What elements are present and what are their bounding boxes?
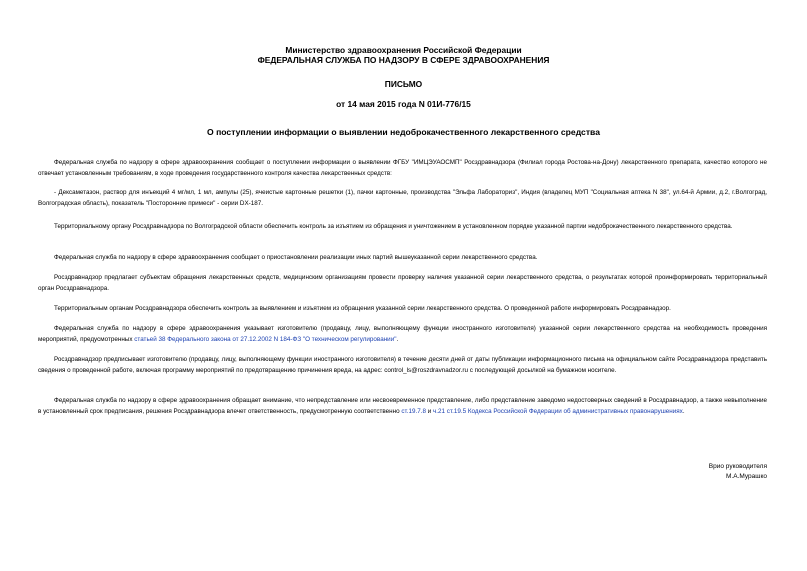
paragraph-2: - Дексаметазон, раствор для инъекций 4 мг/мл, 1 мл, ампулы (25), ячеистые картонные решетки (1), пачки картонные, производства "Эльфа Лабораториз", Индия (владелец МУП "Социальная аптека N 38", ул.64-й Армии, д.2, г.Волгоград, Волгоградская область), показатель "Посторонние примеси" - серии DX-187. [38,189,767,207]
paragraph-5: Росздравнадзор предлагает субъектам обращения лекарственных средств, медицинским организациям провести проверку наличия указанной серии лекарственного средства, о результатах которой проинформировать территориальный орган Росздравнадзора. [38,274,767,292]
paragraph-1: Федеральная служба по надзору в сфере здравоохранения сообщает о поступлении информации о выявлении ФГБУ "ИМЦЭУАОСМП" Росздравнадзора (Филиал города Ростова-на-Дону) лекарственного препарата, качество которого не отвечает установленным требованиям, в ходе проведения государственного контроля качества лекарственных средств: [38,159,767,177]
paragraph-9-mid: и [425,407,434,415]
paragraph-9 [38,396,767,417]
document-type: ПИСЬМО [384,79,423,89]
paragraph-7-text: Федеральная служба по надзору в сфере здравоохранения указывает изготовителю (продавцу, лицу, выполняющему функции иностранного изготовителя) указанной серии лекарственного средства на необходимость проведения мероприятий, предусмотренных [38,325,767,343]
paragraph-4: Федеральная служба по надзору в сфере здравоохранения сообщает о приостановлении реализации иных партий вышеуказанной серии лекарственного средства. [54,254,538,261]
law-article-38-link[interactable]: статьей 38 Федерального закона от 27.12.2002 N 184-ФЗ "О техническом регулировании" [134,335,397,343]
paragraph-6: Территориальным органам Росздравнадзора обеспечить контроль за выявлением и изъятием из обращения указанной серии лекарственного средства. О проведенной работе информировать Росздравнадзор. [54,305,671,312]
paragraph-3: Территориальному органу Росздравнадзора по Волгоградской области обеспечить контроль за изъятием из обращения и уничтожением в установленном порядке указанной партии недоброкачественного лекарственного средства. [54,223,733,230]
document-subject: О поступлении информации о выявлении недоброкачественного лекарственного средства [207,127,600,137]
paragraph-8: Росздравнадзор предписывает изготовителю (продавцу, лицу, выполняющему функции иностранного изготовителя) в течение десяти дней от даты публикации информационного письма на официальном сайте Росздравнадзора представить сведения о проведенной работе, включая программу мероприятий по предотвращению причинения вреда, на адрес: control_ls@roszdravnadzor.ru с последующей досылкой на бумажном носителе. [38,356,767,374]
signature-name: М.А.Мурашко [725,473,767,480]
article-19-7-8-link[interactable]: ст.19.7.8 [401,407,426,415]
paragraph-9-end: . [682,407,685,415]
ministry-heading: Министерство здравоохранения Российской Федерации [285,45,522,55]
paragraph-9-text: Федеральная служба по надзору в сфере здравоохранения обращает внимание, что непредставление или несвоевременное представление, либо представление заведомо недостоверных сведений в Росздравнадзор, а также невыполнение в установленный срок предписания, решения Росздравнадзора влечет ответственность, предусмотренную соответственно [38,397,767,415]
koap-article-19-5-link[interactable]: ч.21 ст.19.5 Кодекса Российской Федерации об административных правонарушениях [433,407,683,415]
service-heading: ФЕДЕРАЛЬНАЯ СЛУЖБА ПО НАДЗОРУ В СФЕРЕ ЗДРАВООХРАНЕНИЯ [257,55,550,65]
paragraph-7 [38,324,767,345]
document-date-number: от 14 мая 2015 года N 01И-776/15 [336,99,471,109]
paragraph-7-end: . [396,335,399,343]
signature-position: Врио руководителя [708,463,767,470]
